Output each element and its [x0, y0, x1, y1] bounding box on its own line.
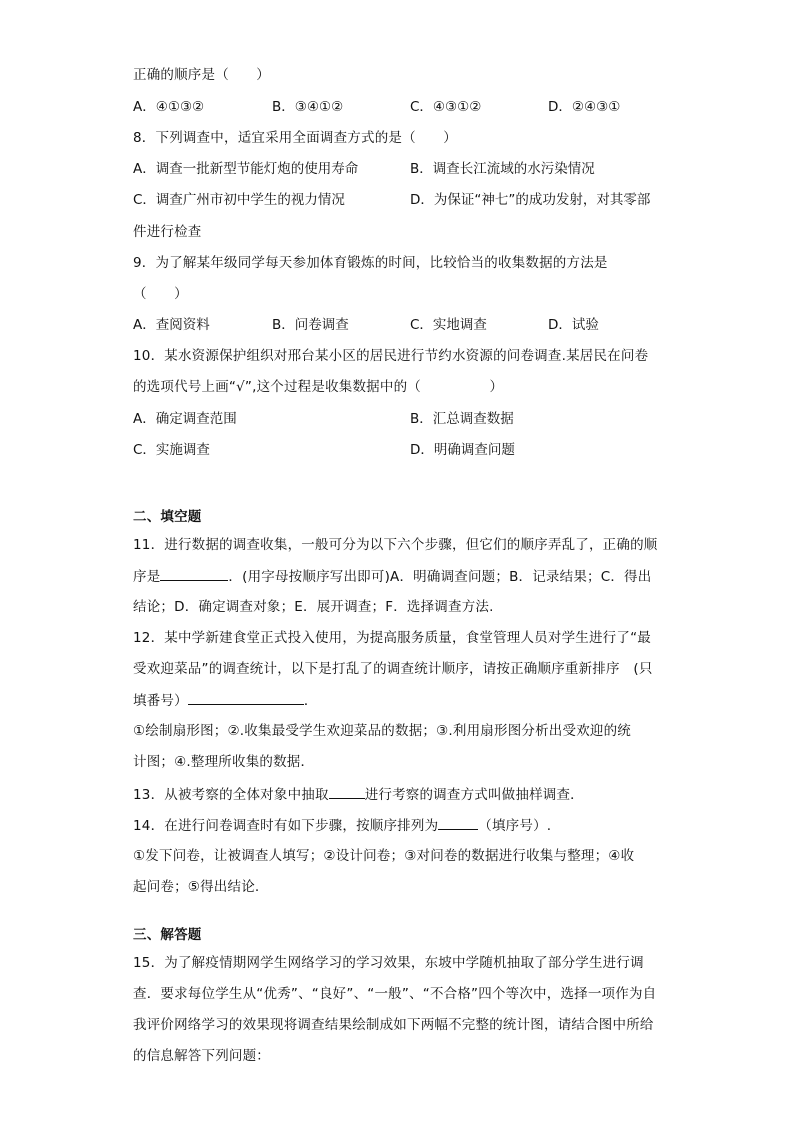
q8-option-a: A．调查一批新型节能灯炮的使用寿命	[133, 161, 359, 177]
q12-line1: 12．某中学新建食堂正式投入使用，为提高服务质量，食堂管理人员对学生进行了“最	[133, 630, 651, 646]
q13-pre: 13．从被考察的全体对象中抽取	[133, 787, 329, 803]
q10-stem-line2: 的选项代号上画“√”,这个过程是收集数据中的（ ）	[133, 379, 504, 395]
q7-option-b: B．③④①②	[272, 99, 344, 115]
q15-line3: 我评价网络学习的效果现将调查结果绘制成如下两幅不完整的统计图，请结合图中所给	[133, 1017, 654, 1033]
q12-line2: 受欢迎菜品”的调查统计，以下是打乱了的调查统计顺序，请按正确顺序重新排序 (只	[133, 661, 653, 677]
q12-line5: 计图；④.整理所收集的数据．	[133, 754, 315, 770]
q10-option-d: D．明确调查问题	[410, 442, 515, 458]
q15-line1: 15．为了解疫情期网学生网络学习的学习效果，东坡中学随机抽取了部分学生进行调	[133, 955, 644, 971]
q7-option-c: C．④③①②	[410, 99, 482, 115]
q8-stem: 8．下列调查中，适宜采用全面调查方式的是（ ）	[133, 130, 457, 146]
q8-option-d-cont: 件进行检查	[133, 224, 202, 240]
q14-pre: 14．在进行问卷调查时有如下步骤，按顺序排列为	[133, 818, 439, 834]
q12-answer-blank	[188, 690, 304, 705]
q13-answer-blank	[329, 784, 365, 799]
q13-post: 进行考察的调查方式叫做抽样调查．	[364, 787, 584, 803]
q12-line3-post: ．	[303, 693, 318, 709]
q7-tail: 正确的顺序是（ ）	[133, 67, 270, 83]
q12-line4: ①绘制扇形图；②.收集最受学生欢迎菜品的数据；③.利用扇形图分析出受欢迎的统	[133, 723, 631, 739]
q7-option-d: D．②④③①	[548, 99, 621, 115]
q14-line1	[133, 815, 551, 836]
q11-line2-pre: 序是	[133, 569, 161, 585]
q10-stem-line1: 10．某水资源保护组织对邢台某小区的居民进行节约水资源的问卷调查.某居民在问卷	[133, 348, 649, 364]
q9-option-c: C．实地调查	[410, 317, 487, 333]
q8-option-b: B．调查长江流域的水污染情况	[410, 161, 595, 177]
q8-option-d: D．为保证“神七”的成功发射，对其零部	[410, 192, 651, 208]
q11-line1: 11．进行数据的调查收集，一般可分为以下六个步骤，但它们的顺序弄乱了，正确的顺	[133, 537, 658, 553]
q10-option-b: B．汇总调查数据	[410, 411, 514, 427]
q14-post: （填序号）.	[478, 818, 552, 834]
q7-option-a: A．④①③②	[133, 99, 205, 115]
q10-option-c: C．实施调查	[133, 442, 210, 458]
q10-option-a: A．确定调查范围	[133, 411, 237, 427]
q11-line2-post: ．(用字母按顺序写出即可)A．明确调查问题；B．记录结果；C．得出	[228, 569, 652, 585]
q9-stem: 9．为了解某年级同学每天参加体育锻炼的时间，比较恰当的收集数据的方法是	[133, 255, 608, 271]
section-answer-title: 三、解答题	[133, 927, 202, 943]
q13-line	[133, 784, 584, 805]
q9-stem-cont: （ ）	[133, 286, 188, 302]
q11-line2	[133, 566, 651, 587]
q8-option-c: C．调查广州市初中学生的视力情况	[133, 192, 345, 208]
q9-option-a: A．查阅资料	[133, 317, 210, 333]
q14-line2: ①发下问卷，让被调查人填写；②设计问卷；③对问卷的数据进行收集与整理；④收	[133, 848, 635, 864]
q11-answer-blank	[160, 566, 228, 581]
q12-line3-pre: 填番号）	[133, 693, 188, 709]
q9-option-b: B．问卷调查	[272, 317, 349, 333]
q12-line3	[133, 690, 318, 711]
q9-option-d: D．试验	[548, 317, 599, 333]
q14-line3: 起问卷；⑤得出结论.	[133, 879, 260, 895]
q15-line2: 查．要求每位学生从“优秀”、“良好”、“一般”、“不合格”四个等次中，选择一项作为自	[133, 986, 657, 1002]
q15-line4: 的信息解答下列问题：	[133, 1048, 270, 1064]
q14-answer-blank	[438, 815, 478, 830]
section-fill-in-title: 二、填空题	[133, 509, 202, 525]
q11-line3: 结论；D．确定调查对象；E．展开调查；F．选择调查方法.	[133, 599, 494, 615]
